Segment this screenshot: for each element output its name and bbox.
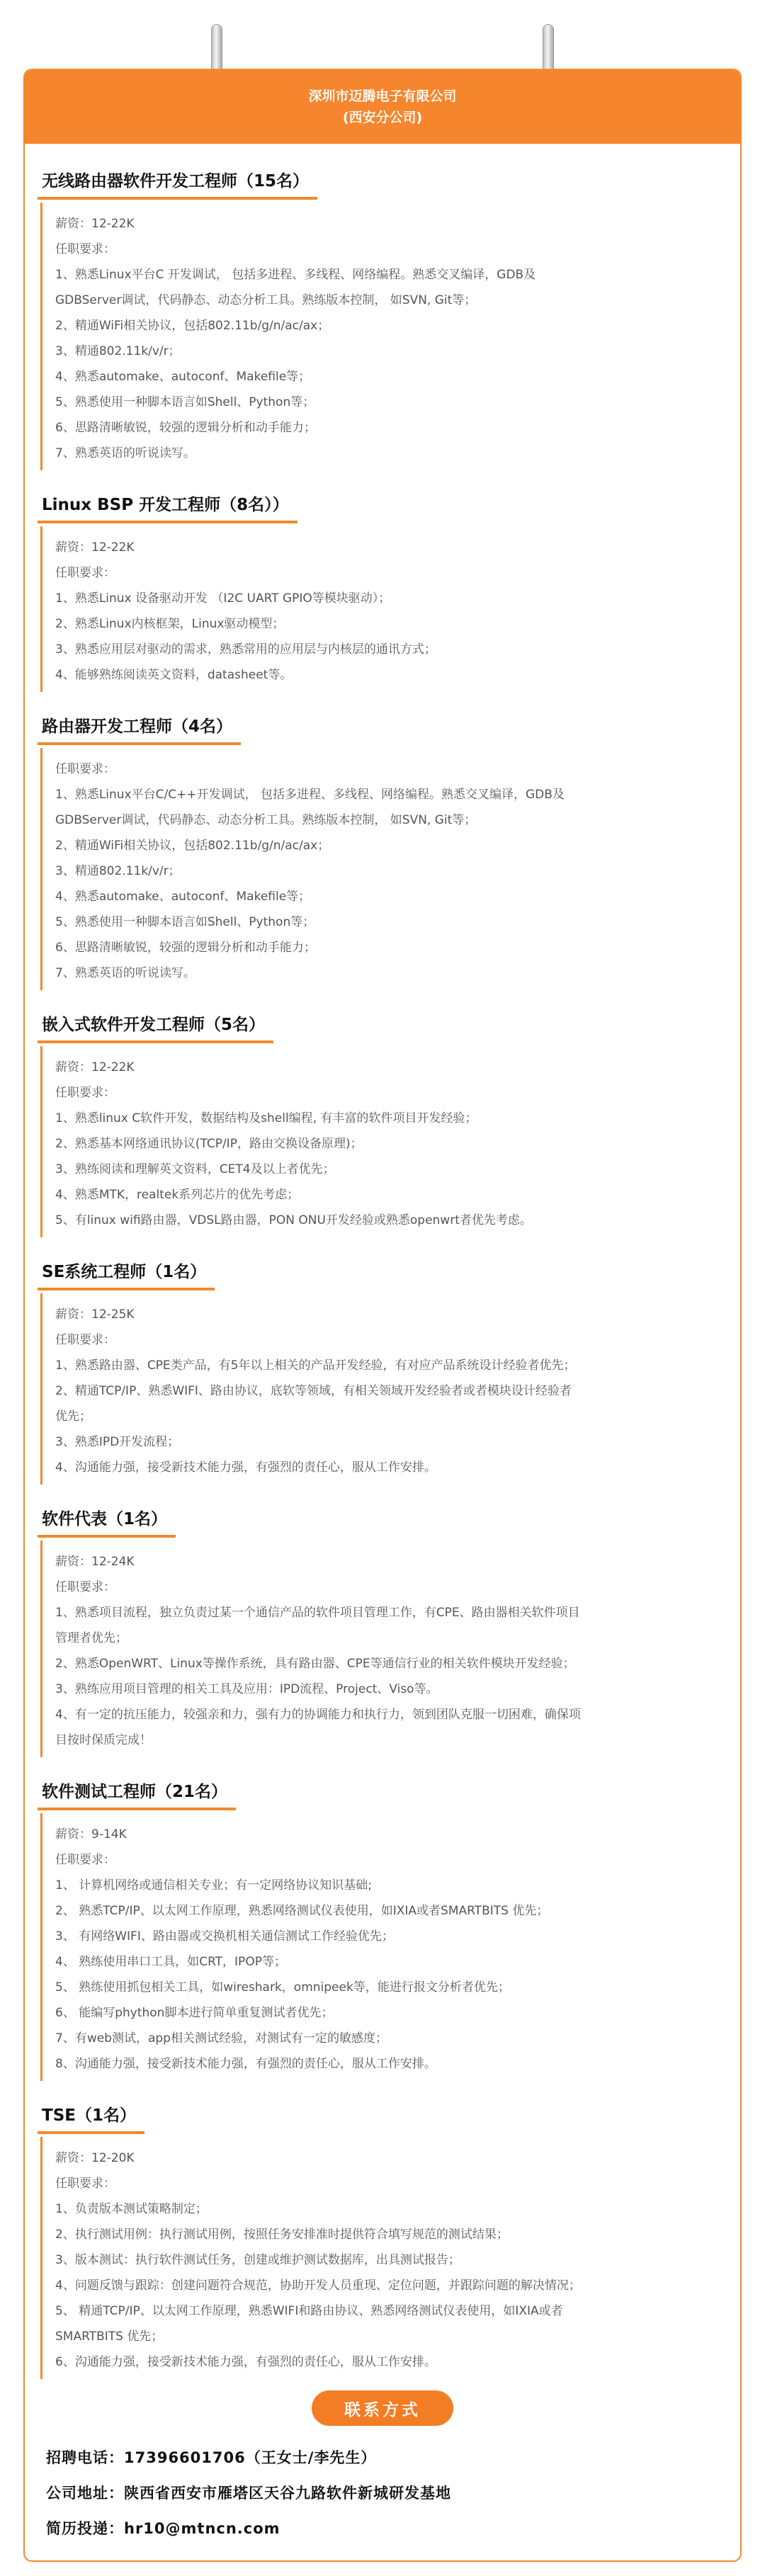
requirement-line: 任职要求： — [55, 566, 115, 580]
requirement-line: 6、 能编写phython脚本进行简单重复测试者优先； — [55, 2006, 334, 2020]
requirement-line: 1、熟悉linux C软件开发，数据结构及shell编程, 有丰富的软件项目开发经验； — [55, 1111, 477, 1125]
requirement-line: 1、熟悉项目流程，独立负责过某一个通信产品的软件项目管理工作，有CPE、路由器相关软件项目 — [55, 1606, 580, 1620]
company-header — [25, 70, 740, 144]
requirement-line: 3、精通802.11k/v/r； — [55, 864, 181, 878]
requirement-line: 1、熟悉路由器、CPE类产品，有5年以上相关的产品开发经验，有对应产品系统设计经验者优先； — [55, 1358, 576, 1373]
job-section — [38, 996, 727, 1237]
job-sections — [25, 144, 740, 2379]
requirement-line: 3、版本测试：执行软件测试任务，创建或维护测试数据库，出具测试报告； — [55, 2253, 460, 2267]
requirement-line: 1、熟悉Linux 设备驱动开发 （I2C UART GPIO等模块驱动）； — [55, 591, 391, 606]
job-section — [38, 698, 727, 990]
requirement-line: 6、沟通能力强，接受新技术能力强，有强烈的责任心，服从工作安排。 — [55, 2355, 436, 2369]
requirement-line: 2、熟悉OpenWRT、Linux等操作系统，具有路由器、CPE等通信行业的相关软件模块开发经验； — [55, 1657, 575, 1671]
job-title: Linux BSP 开发工程师（8名）） — [38, 492, 298, 523]
requirement-line: 2、执行测试用例：执行测试用例，按照任务安排准时提供符合填写规范的测试结果； — [55, 2228, 509, 2242]
job-requirements — [40, 526, 727, 692]
requirement-line: 目按时保质完成！ — [55, 1733, 152, 1747]
job-section — [38, 1763, 727, 2081]
requirement-line: 5、 熟练使用抓包相关工具，如wireshark，omnipeek等，能进行报文分析者优先； — [55, 1980, 510, 1995]
requirement-line: 任职要求： — [55, 242, 115, 256]
requirement-line: 4、能够熟练阅读英文资料，datasheet等。 — [55, 668, 293, 682]
requirement-line: 薪资：9-14K — [55, 1827, 127, 1842]
requirement-line: 2、熟悉基本网络通讯协议(TCP/IP，路由交换设备原理)； — [55, 1137, 363, 1151]
requirement-line: 6、思路清晰敏锐，较强的逻辑分析和动手能力； — [55, 421, 316, 435]
requirement-line: 2、精通TCP/IP、熟悉WIFI、路由协议，底软等领域，有相关领域开发经验者或者模块设计经验者 — [55, 1384, 572, 1398]
job-section — [38, 152, 727, 470]
job-title: 软件测试工程师（21名） — [38, 1778, 236, 1810]
job-title: 路由器开发工程师（4名） — [38, 713, 241, 745]
requirement-line: 薪资：12-22K — [55, 540, 135, 555]
contact-button[interactable]: 联系方式 — [312, 2390, 453, 2426]
job-requirements — [40, 1293, 727, 1485]
requirement-line: 6、思路清晰敏锐，较强的逻辑分析和动手能力； — [55, 941, 316, 955]
job-section — [38, 2087, 727, 2379]
requirement-line: 2、 熟悉TCP/IP、以太网工作原理，熟悉网络测试仪表使用，如IXIA或者SMARTBITS 优先； — [55, 1904, 549, 1918]
job-title: 嵌入式软件开发工程师（5名） — [38, 1011, 273, 1043]
requirement-line: 1、熟悉Linux平台C 开发调试， 包括多进程、多线程、网络编程。熟悉交叉编译，GDB及 — [55, 268, 536, 282]
requirement-line: 3、熟练阅读和理解英文资料，CET4及以上者优先； — [55, 1162, 335, 1176]
job-section — [38, 1490, 727, 1757]
job-requirements — [40, 748, 727, 990]
requirement-line: 5、 精通TCP/IP、以太网工作原理，熟悉WIFI和路由协议、熟悉网络测试仪表使用，如IXIA或者 — [55, 2304, 563, 2318]
requirement-line: 4、熟悉automake、autoconf、Makefile等； — [55, 370, 311, 384]
requirement-line: 8、沟通能力强，接受新技术能力强，有强烈的责任心，服从工作安排。 — [55, 2057, 436, 2071]
job-requirements — [40, 1046, 727, 1237]
requirement-line: 1、熟悉Linux平台C/C++开发调试， 包括多进程、多线程、网络编程。熟悉交叉编译，GDB及 — [55, 788, 565, 802]
requirement-line: 薪资：12-22K — [55, 1060, 135, 1074]
requirement-line: 1、 计算机网络或通信相关专业；有一定网络协议知识基础; — [55, 1878, 372, 1893]
requirement-line: 任职要求： — [55, 762, 115, 776]
requirement-line: 4、熟悉MTK，realtek系列芯片的优先考虑； — [55, 1188, 300, 1202]
requirement-line: 薪资：12-20K — [55, 2151, 135, 2165]
job-title: SE系统工程师（1名） — [38, 1259, 215, 1290]
requirement-line: 7、有web测试，app相关测试经验，对测试有一定的敏感度； — [55, 2031, 387, 2046]
requirement-line: SMARTBITS 优先； — [55, 2330, 164, 2344]
requirement-line: 任职要求： — [55, 1580, 115, 1594]
requirement-line: GDBServer调试，代码静态、动态分析工具。熟练版本控制， 如SVN, Git等； — [55, 293, 477, 307]
requirement-line: 5、有linux wifi路由器，VDSL路由器，PON ONU开发经验或熟悉openwrt者优先考虑。 — [55, 1213, 532, 1227]
job-requirements — [40, 1813, 727, 2081]
requirement-line: 任职要求： — [55, 1333, 115, 1347]
job-requirements — [40, 2137, 727, 2379]
job-section — [38, 476, 727, 692]
requirement-line: 5、熟悉使用一种脚本语言如Shell、Python等； — [55, 915, 315, 929]
requirement-line: 4、 熟练使用串口工具，如CRT，IPOP等； — [55, 1955, 286, 1969]
requirement-line: 5、熟悉使用一种脚本语言如Shell、Python等； — [55, 395, 315, 409]
requirement-line: 7、熟悉英语的听说读写。 — [55, 446, 196, 460]
job-title: TSE（1名） — [38, 2102, 144, 2134]
company-branch: (西安分公司) — [342, 110, 423, 125]
contact-info — [25, 2440, 740, 2546]
requirement-line: 1、负责版本测试策略制定； — [55, 2202, 208, 2216]
requirement-line: 7、熟悉英语的听说读写。 — [55, 966, 196, 980]
requirement-line: 4、有一定的抗压能力，较强亲和力，强有力的协调能力和执行力，领到团队克服一切困难，确保项 — [55, 1708, 581, 1722]
requirement-line: 2、精通WiFi相关协议，包括802.11b/g/n/ac/ax； — [55, 839, 330, 853]
requirement-line: 任职要求： — [55, 2177, 115, 2191]
contact-phone: 招聘电话：17396601706（王女士/李先生） — [46, 2449, 377, 2466]
requirement-line: 4、问题反馈与跟踪：创建问题符合规范，协助开发人员重现、定位问题，并跟踪问题的解决情况； — [55, 2279, 581, 2293]
requirement-line: 3、熟悉IPD开发流程； — [55, 1435, 180, 1449]
company-name: 深圳市迈腾电子有限公司 — [308, 89, 457, 104]
requirement-line: 薪资：12-22K — [55, 217, 135, 231]
requirement-line: 3、熟悉应用层对驱动的需求，熟悉常用的应用层与内核层的通讯方式； — [55, 642, 436, 657]
job-posting-card — [23, 69, 742, 2562]
contact-email[interactable]: 简历投递：hr10@mtncn.com — [46, 2520, 280, 2537]
job-requirements — [40, 1541, 727, 1757]
requirement-line: 3、精通802.11k/v/r； — [55, 344, 181, 358]
requirement-line: 任职要求： — [55, 1853, 115, 1867]
requirement-line: 3、 有网络WIFI、路由器或交换机相关通信测试工作经验优先； — [55, 1929, 394, 1944]
requirement-line: 3、熟练应用项目管理的相关工具及应用：IPD流程、Project、Viso等。 — [55, 1682, 438, 1696]
requirement-line: 管理者优先； — [55, 1631, 128, 1645]
requirement-line: 2、熟悉Linux内核框架，Linux驱动模型； — [55, 617, 285, 631]
job-requirements — [40, 203, 727, 470]
job-title: 无线路由器软件开发工程师（15名） — [38, 168, 317, 200]
requirement-line: 薪资：12-24K — [55, 1555, 135, 1569]
contact-address: 公司地址：陕西省西安市雁塔区天谷九路软件新城研发基地 — [46, 2485, 451, 2502]
requirement-line: 4、熟悉automake、autoconf、Makefile等； — [55, 890, 311, 904]
requirement-line: 2、精通WiFi相关协议，包括802.11b/g/n/ac/ax； — [55, 319, 330, 333]
requirement-line: GDBServer调试，代码静态、动态分析工具。熟练版本控制， 如SVN, Git等； — [55, 813, 477, 827]
job-section — [38, 1243, 727, 1485]
requirement-line: 优先； — [55, 1409, 91, 1424]
requirement-line: 薪资：12-25K — [55, 1307, 135, 1322]
requirement-line: 4、沟通能力强，接受新技术能力强，有强烈的责任心，服从工作安排。 — [55, 1460, 436, 1475]
job-title: 软件代表（1名） — [38, 1506, 176, 1538]
requirement-line: 任职要求： — [55, 1086, 115, 1100]
